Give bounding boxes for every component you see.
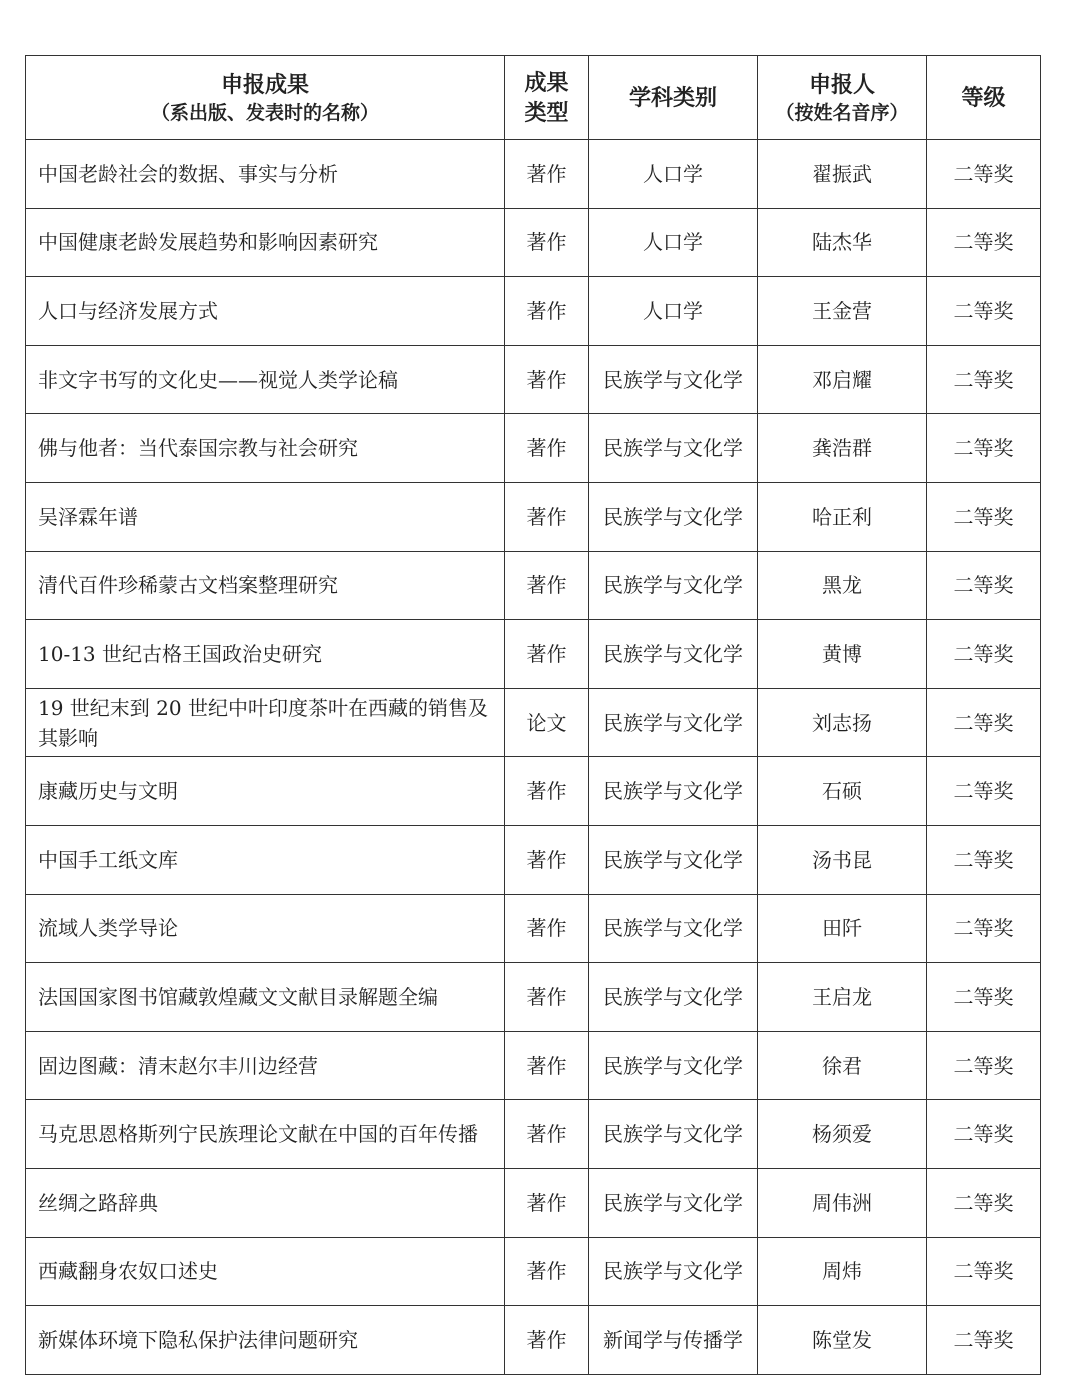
awards-table-page <box>25 55 1040 1375</box>
cell-author: 邓启耀 <box>758 345 927 414</box>
table-row <box>26 1237 1041 1306</box>
cell-field: 民族学与文化学 <box>589 620 758 689</box>
cell-type: 著作 <box>505 963 589 1032</box>
cell-grade: 二等奖 <box>927 688 1041 757</box>
cell-type: 著作 <box>505 1031 589 1100</box>
cell-type: 著作 <box>505 482 589 551</box>
cell-grade: 二等奖 <box>927 1168 1041 1237</box>
cell-type: 著作 <box>505 620 589 689</box>
cell-type: 著作 <box>505 757 589 826</box>
table-row <box>26 620 1041 689</box>
cell-grade: 二等奖 <box>927 208 1041 277</box>
cell-type: 著作 <box>505 1237 589 1306</box>
cell-field: 人口学 <box>589 277 758 346</box>
table-row <box>26 894 1041 963</box>
cell-author: 龚浩群 <box>758 414 927 483</box>
cell-grade: 二等奖 <box>927 1100 1041 1169</box>
cell-title: 中国健康老龄发展趋势和影响因素研究 <box>26 208 505 277</box>
cell-field: 民族学与文化学 <box>589 963 758 1032</box>
header-type <box>505 56 589 140</box>
cell-type: 著作 <box>505 551 589 620</box>
table-row <box>26 345 1041 414</box>
cell-type: 著作 <box>505 140 589 209</box>
cell-grade: 二等奖 <box>927 894 1041 963</box>
table-row <box>26 1100 1041 1169</box>
header-grade <box>927 56 1041 140</box>
cell-title: 西藏翻身农奴口述史 <box>26 1237 505 1306</box>
cell-type: 著作 <box>505 277 589 346</box>
table-row <box>26 551 1041 620</box>
cell-grade: 二等奖 <box>927 1306 1041 1375</box>
header-type-line2: 类型 <box>524 99 569 126</box>
header-author <box>758 56 927 140</box>
cell-field: 民族学与文化学 <box>589 482 758 551</box>
cell-author: 杨须爱 <box>758 1100 927 1169</box>
cell-grade: 二等奖 <box>927 825 1041 894</box>
cell-type: 著作 <box>505 894 589 963</box>
header-author-main: 申报人 <box>808 71 875 98</box>
cell-grade: 二等奖 <box>927 140 1041 209</box>
table-row <box>26 140 1041 209</box>
cell-title: 非文字书写的文化史——视觉人类学论稿 <box>26 345 505 414</box>
cell-type: 著作 <box>505 345 589 414</box>
cell-field: 民族学与文化学 <box>589 1237 758 1306</box>
cell-grade: 二等奖 <box>927 414 1041 483</box>
cell-author: 陆杰华 <box>758 208 927 277</box>
cell-author: 刘志扬 <box>758 688 927 757</box>
cell-title: 固边图藏：清末赵尔丰川边经营 <box>26 1031 505 1100</box>
cell-author: 王金营 <box>758 277 927 346</box>
header-grade-label: 等级 <box>961 84 1006 111</box>
awards-table <box>25 55 1041 1375</box>
cell-author: 黄博 <box>758 620 927 689</box>
cell-field: 民族学与文化学 <box>589 345 758 414</box>
cell-field: 人口学 <box>589 208 758 277</box>
table-row <box>26 1306 1041 1375</box>
cell-title: 中国老龄社会的数据、事实与分析 <box>26 140 505 209</box>
cell-type: 论文 <box>505 688 589 757</box>
cell-field: 民族学与文化学 <box>589 825 758 894</box>
cell-title: 新媒体环境下隐私保护法律问题研究 <box>26 1306 505 1375</box>
header-field-label: 学科类别 <box>628 84 717 111</box>
cell-author: 周炜 <box>758 1237 927 1306</box>
header-row <box>26 56 1041 140</box>
cell-field: 民族学与文化学 <box>589 1168 758 1237</box>
cell-author: 黑龙 <box>758 551 927 620</box>
cell-author: 石硕 <box>758 757 927 826</box>
cell-field: 民族学与文化学 <box>589 1100 758 1169</box>
table-row <box>26 688 1041 757</box>
cell-title: 佛与他者：当代泰国宗教与社会研究 <box>26 414 505 483</box>
cell-type: 著作 <box>505 208 589 277</box>
cell-grade: 二等奖 <box>927 345 1041 414</box>
cell-title: 康藏历史与文明 <box>26 757 505 826</box>
cell-field: 新闻学与传播学 <box>589 1306 758 1375</box>
cell-author: 翟振武 <box>758 140 927 209</box>
cell-field: 民族学与文化学 <box>589 894 758 963</box>
table-row <box>26 825 1041 894</box>
cell-title: 19 世纪末到 20 世纪中叶印度茶叶在西藏的销售及其影响 <box>26 688 505 757</box>
header-title-sub: （系出版、发表时的名称） <box>150 101 379 124</box>
cell-field: 民族学与文化学 <box>589 1031 758 1100</box>
table-row <box>26 963 1041 1032</box>
cell-author: 周伟洲 <box>758 1168 927 1237</box>
cell-grade: 二等奖 <box>927 620 1041 689</box>
cell-grade: 二等奖 <box>927 1031 1041 1100</box>
cell-field: 民族学与文化学 <box>589 757 758 826</box>
cell-grade: 二等奖 <box>927 551 1041 620</box>
cell-author: 陈堂发 <box>758 1306 927 1375</box>
cell-grade: 二等奖 <box>927 277 1041 346</box>
cell-title: 人口与经济发展方式 <box>26 277 505 346</box>
cell-field: 民族学与文化学 <box>589 551 758 620</box>
cell-title: 中国手工纸文库 <box>26 825 505 894</box>
table-body <box>26 140 1041 1375</box>
cell-field: 人口学 <box>589 140 758 209</box>
table-row <box>26 208 1041 277</box>
cell-author: 汤书昆 <box>758 825 927 894</box>
cell-field: 民族学与文化学 <box>589 414 758 483</box>
cell-author: 田阡 <box>758 894 927 963</box>
cell-author: 王启龙 <box>758 963 927 1032</box>
cell-field: 民族学与文化学 <box>589 688 758 757</box>
header-type-line1: 成果 <box>524 69 569 96</box>
header-title <box>26 56 505 140</box>
table-row <box>26 414 1041 483</box>
cell-type: 著作 <box>505 414 589 483</box>
cell-type: 著作 <box>505 1168 589 1237</box>
cell-grade: 二等奖 <box>927 963 1041 1032</box>
table-row <box>26 277 1041 346</box>
table-row <box>26 1168 1041 1237</box>
cell-title: 10-13 世纪古格王国政治史研究 <box>26 620 505 689</box>
cell-title: 马克思恩格斯列宁民族理论文献在中国的百年传播 <box>26 1100 505 1169</box>
cell-type: 著作 <box>505 1306 589 1375</box>
cell-title: 吴泽霖年谱 <box>26 482 505 551</box>
cell-title: 法国国家图书馆藏敦煌藏文文献目录解题全编 <box>26 963 505 1032</box>
cell-grade: 二等奖 <box>927 482 1041 551</box>
cell-type: 著作 <box>505 825 589 894</box>
header-field <box>589 56 758 140</box>
table-row <box>26 482 1041 551</box>
table-row <box>26 1031 1041 1100</box>
cell-title: 清代百件珍稀蒙古文档案整理研究 <box>26 551 505 620</box>
cell-author: 徐君 <box>758 1031 927 1100</box>
cell-type: 著作 <box>505 1100 589 1169</box>
table-row <box>26 757 1041 826</box>
cell-grade: 二等奖 <box>927 757 1041 826</box>
cell-title: 流域人类学导论 <box>26 894 505 963</box>
header-title-main: 申报成果 <box>220 71 309 98</box>
cell-author: 哈正利 <box>758 482 927 551</box>
header-author-sub: （按姓名音序） <box>775 101 909 124</box>
cell-title: 丝绸之路辞典 <box>26 1168 505 1237</box>
table-header <box>26 56 1041 140</box>
cell-grade: 二等奖 <box>927 1237 1041 1306</box>
